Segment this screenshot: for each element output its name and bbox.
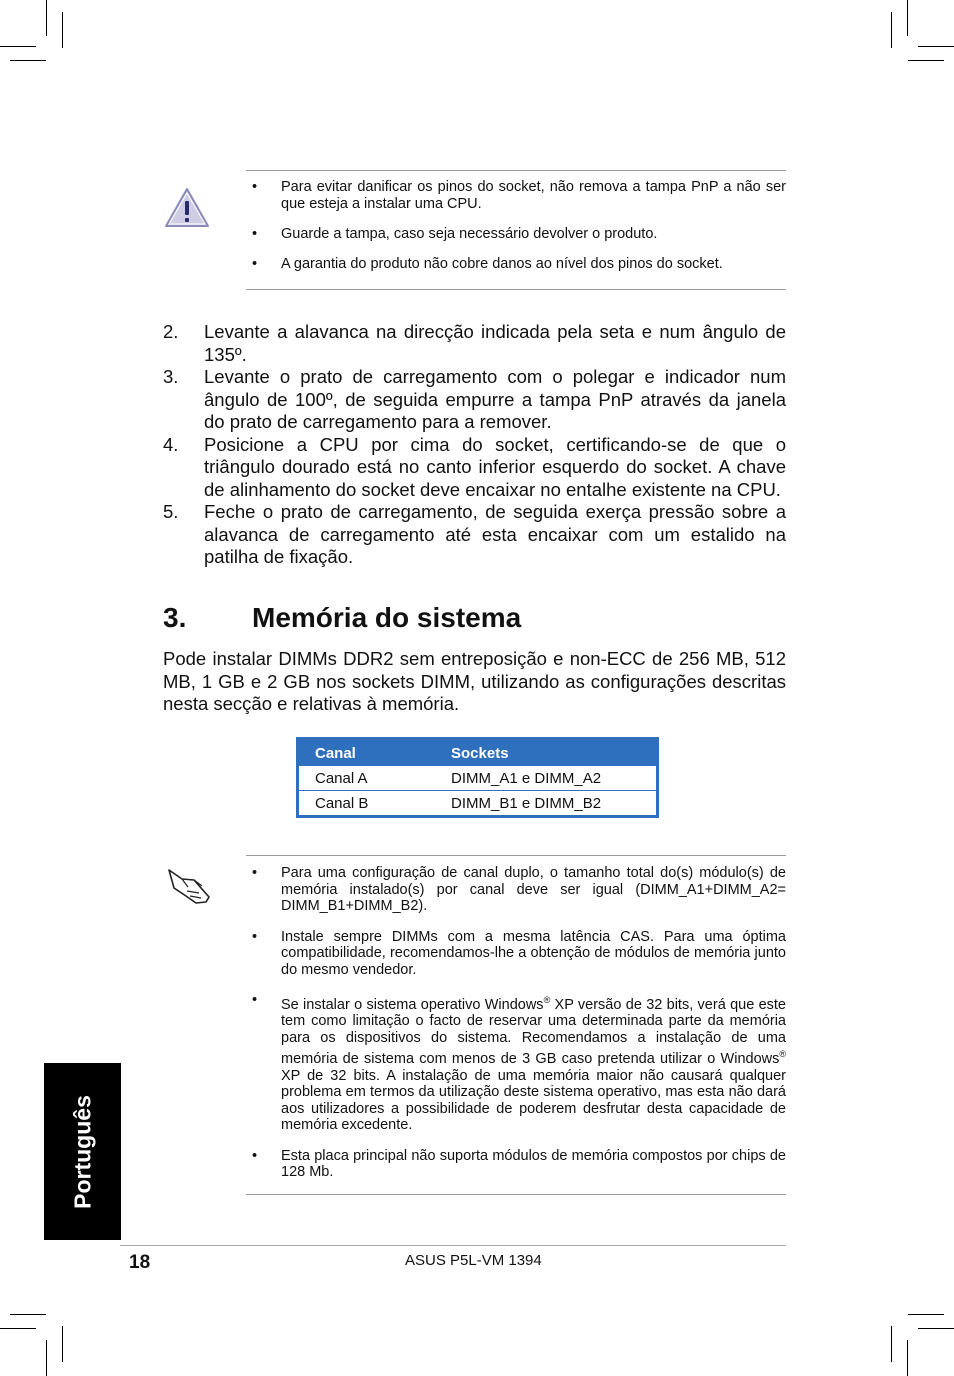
crop-mark [918, 1328, 954, 1329]
section-title: Memória do sistema [252, 602, 522, 633]
crop-mark [907, 1340, 908, 1376]
crop-mark [62, 1326, 63, 1362]
table-cell: Canal B [298, 791, 436, 817]
crop-mark [908, 1314, 944, 1315]
step-number: 5. [163, 501, 179, 522]
bullet: • [252, 179, 258, 195]
notes-top-rule [246, 855, 786, 856]
bullet: • [252, 992, 258, 1008]
bullet: • [252, 1147, 258, 1164]
list-item [252, 226, 786, 243]
note-text: Esta placa principal não suporta módulos de memória compostos por chips de 128 Mb. [281, 1147, 786, 1181]
caution-list [252, 179, 786, 273]
step-text: Levante a alavanca na direcção indicada pela seta e num ângulo de 135º. [204, 321, 786, 365]
language-label: Português [69, 1094, 95, 1209]
table-cell: Canal A [298, 766, 436, 791]
install-steps [163, 321, 786, 569]
list-item [252, 929, 786, 979]
step-text: Levante o prato de carregamento com o polegar e indicador num ângulo de 100º, de seguida empurre a tampa PnP através da janela do prato de carregamento para a remover. [204, 366, 786, 432]
crop-mark [46, 1340, 47, 1376]
table-header-row [298, 739, 658, 766]
crop-mark [10, 60, 46, 61]
page-number: 18 [129, 1252, 151, 1273]
step-text: Feche o prato de carregamento, de seguida exerça pressão sobre a alavanca de carregamento até esta encaixar com um estalido na patilha de fixação. [204, 501, 786, 567]
table-row [298, 791, 658, 817]
table-row [298, 766, 658, 791]
caution-top-rule [246, 170, 786, 171]
caution-note-text: A garantia do produto não cobre danos ao nível dos pinos do socket. [281, 256, 723, 272]
bullet: • [252, 865, 258, 881]
column-header: Canal [298, 739, 436, 766]
step-number: 2. [163, 321, 179, 342]
section-heading [163, 602, 521, 634]
list-item [163, 434, 786, 502]
bullet: • [252, 256, 258, 272]
list-item [163, 501, 786, 569]
list-item [252, 179, 786, 213]
section-intro: Pode instalar DIMMs DDR2 sem entreposição e non-ECC de 256 MB, 512 MB, 1 GB e 2 GB nos sockets DIMM, utilizando as configurações descritas nesta secção e relativas à memória. [163, 648, 786, 714]
step-text: Posicione a CPU por cima do socket, certificando-se de que o triângulo dourado está no canto inferior esquerdo do socket. A chave de alinhamento do socket deve encaixar no entalhe existente na CPU. [204, 433, 786, 500]
registered-mark: ® [543, 995, 551, 1005]
caution-note-text: Guarde a tampa, caso seja necessário devolver o produto. [281, 226, 658, 242]
registered-mark: ® [779, 1049, 786, 1060]
caution-bottom-rule [246, 289, 786, 290]
bullet: • [252, 928, 258, 945]
step-number: 3. [163, 366, 179, 387]
caution-note-text: Para evitar danificar os pinos do socket, não remova a tampa PnP a não ser que esteja a instalar uma CPU. [281, 179, 786, 212]
list-item [163, 321, 786, 366]
crop-mark [908, 60, 944, 61]
list-item [252, 1148, 786, 1181]
crop-mark [891, 12, 892, 48]
pointing-hand-icon [166, 866, 212, 906]
memory-notes [252, 865, 786, 1181]
product-model: ASUS P5L-VM 1394 [405, 1252, 542, 1269]
column-header: Sockets [435, 739, 658, 766]
crop-mark [907, 0, 908, 36]
crop-mark [0, 46, 36, 47]
note-text [281, 997, 786, 1133]
footer-rule [120, 1245, 786, 1246]
note-text-part: XP versão de 32 bits, verá que este tem como limitação o facto de reservar uma determinada parte da memória para os dispositivos do sistema. Recomendamos a instalação de uma memória de sistema com menos de 3 GB caso pretenda utilizar o Windows [281, 996, 786, 1068]
note-text: Para uma configuração de canal duplo, o tamanho total do(s) módulo(s) de memória instalado(s) por canal deve ser igual (DIMM_A1+DIMM_A2= DIMM_B1+DIMM_B2). [281, 865, 786, 914]
notes-bottom-rule [246, 1194, 786, 1195]
section-number: 3. [163, 602, 187, 633]
list-item [163, 366, 786, 434]
note-text: Instale sempre DIMMs com a mesma latência CAS. Para uma óptima compatibilidade, recomendamos-lhe a obtenção de módulos de memória junto do mesmo vendedor. [281, 928, 786, 978]
bullet: • [252, 226, 258, 242]
crop-mark [10, 1314, 46, 1315]
crop-mark [46, 0, 47, 36]
channel-table [296, 737, 659, 818]
language-side-tab [44, 1063, 121, 1240]
list-item [252, 256, 786, 273]
crop-mark [918, 46, 954, 47]
crop-mark [0, 1328, 36, 1329]
list-item [252, 865, 786, 915]
table-cell: DIMM_B1 e DIMM_B2 [435, 791, 658, 817]
list-item [252, 992, 786, 1134]
warning-triangle-icon [164, 186, 210, 229]
crop-mark [62, 12, 63, 48]
note-text-part: XP de 32 bits. A instalação de uma memória maior não causará qualquer problema em termos da utilização deste sistema operativo, mas esta não dará aos utilizadores a possibilidade de poderem desfrutar desta capacidade de memória excedente. [281, 1067, 786, 1134]
step-number: 4. [163, 433, 179, 455]
crop-mark [891, 1326, 892, 1362]
note-text-part: Se instalar o sistema operativo Windows [281, 996, 544, 1013]
table-cell: DIMM_A1 e DIMM_A2 [435, 766, 658, 791]
